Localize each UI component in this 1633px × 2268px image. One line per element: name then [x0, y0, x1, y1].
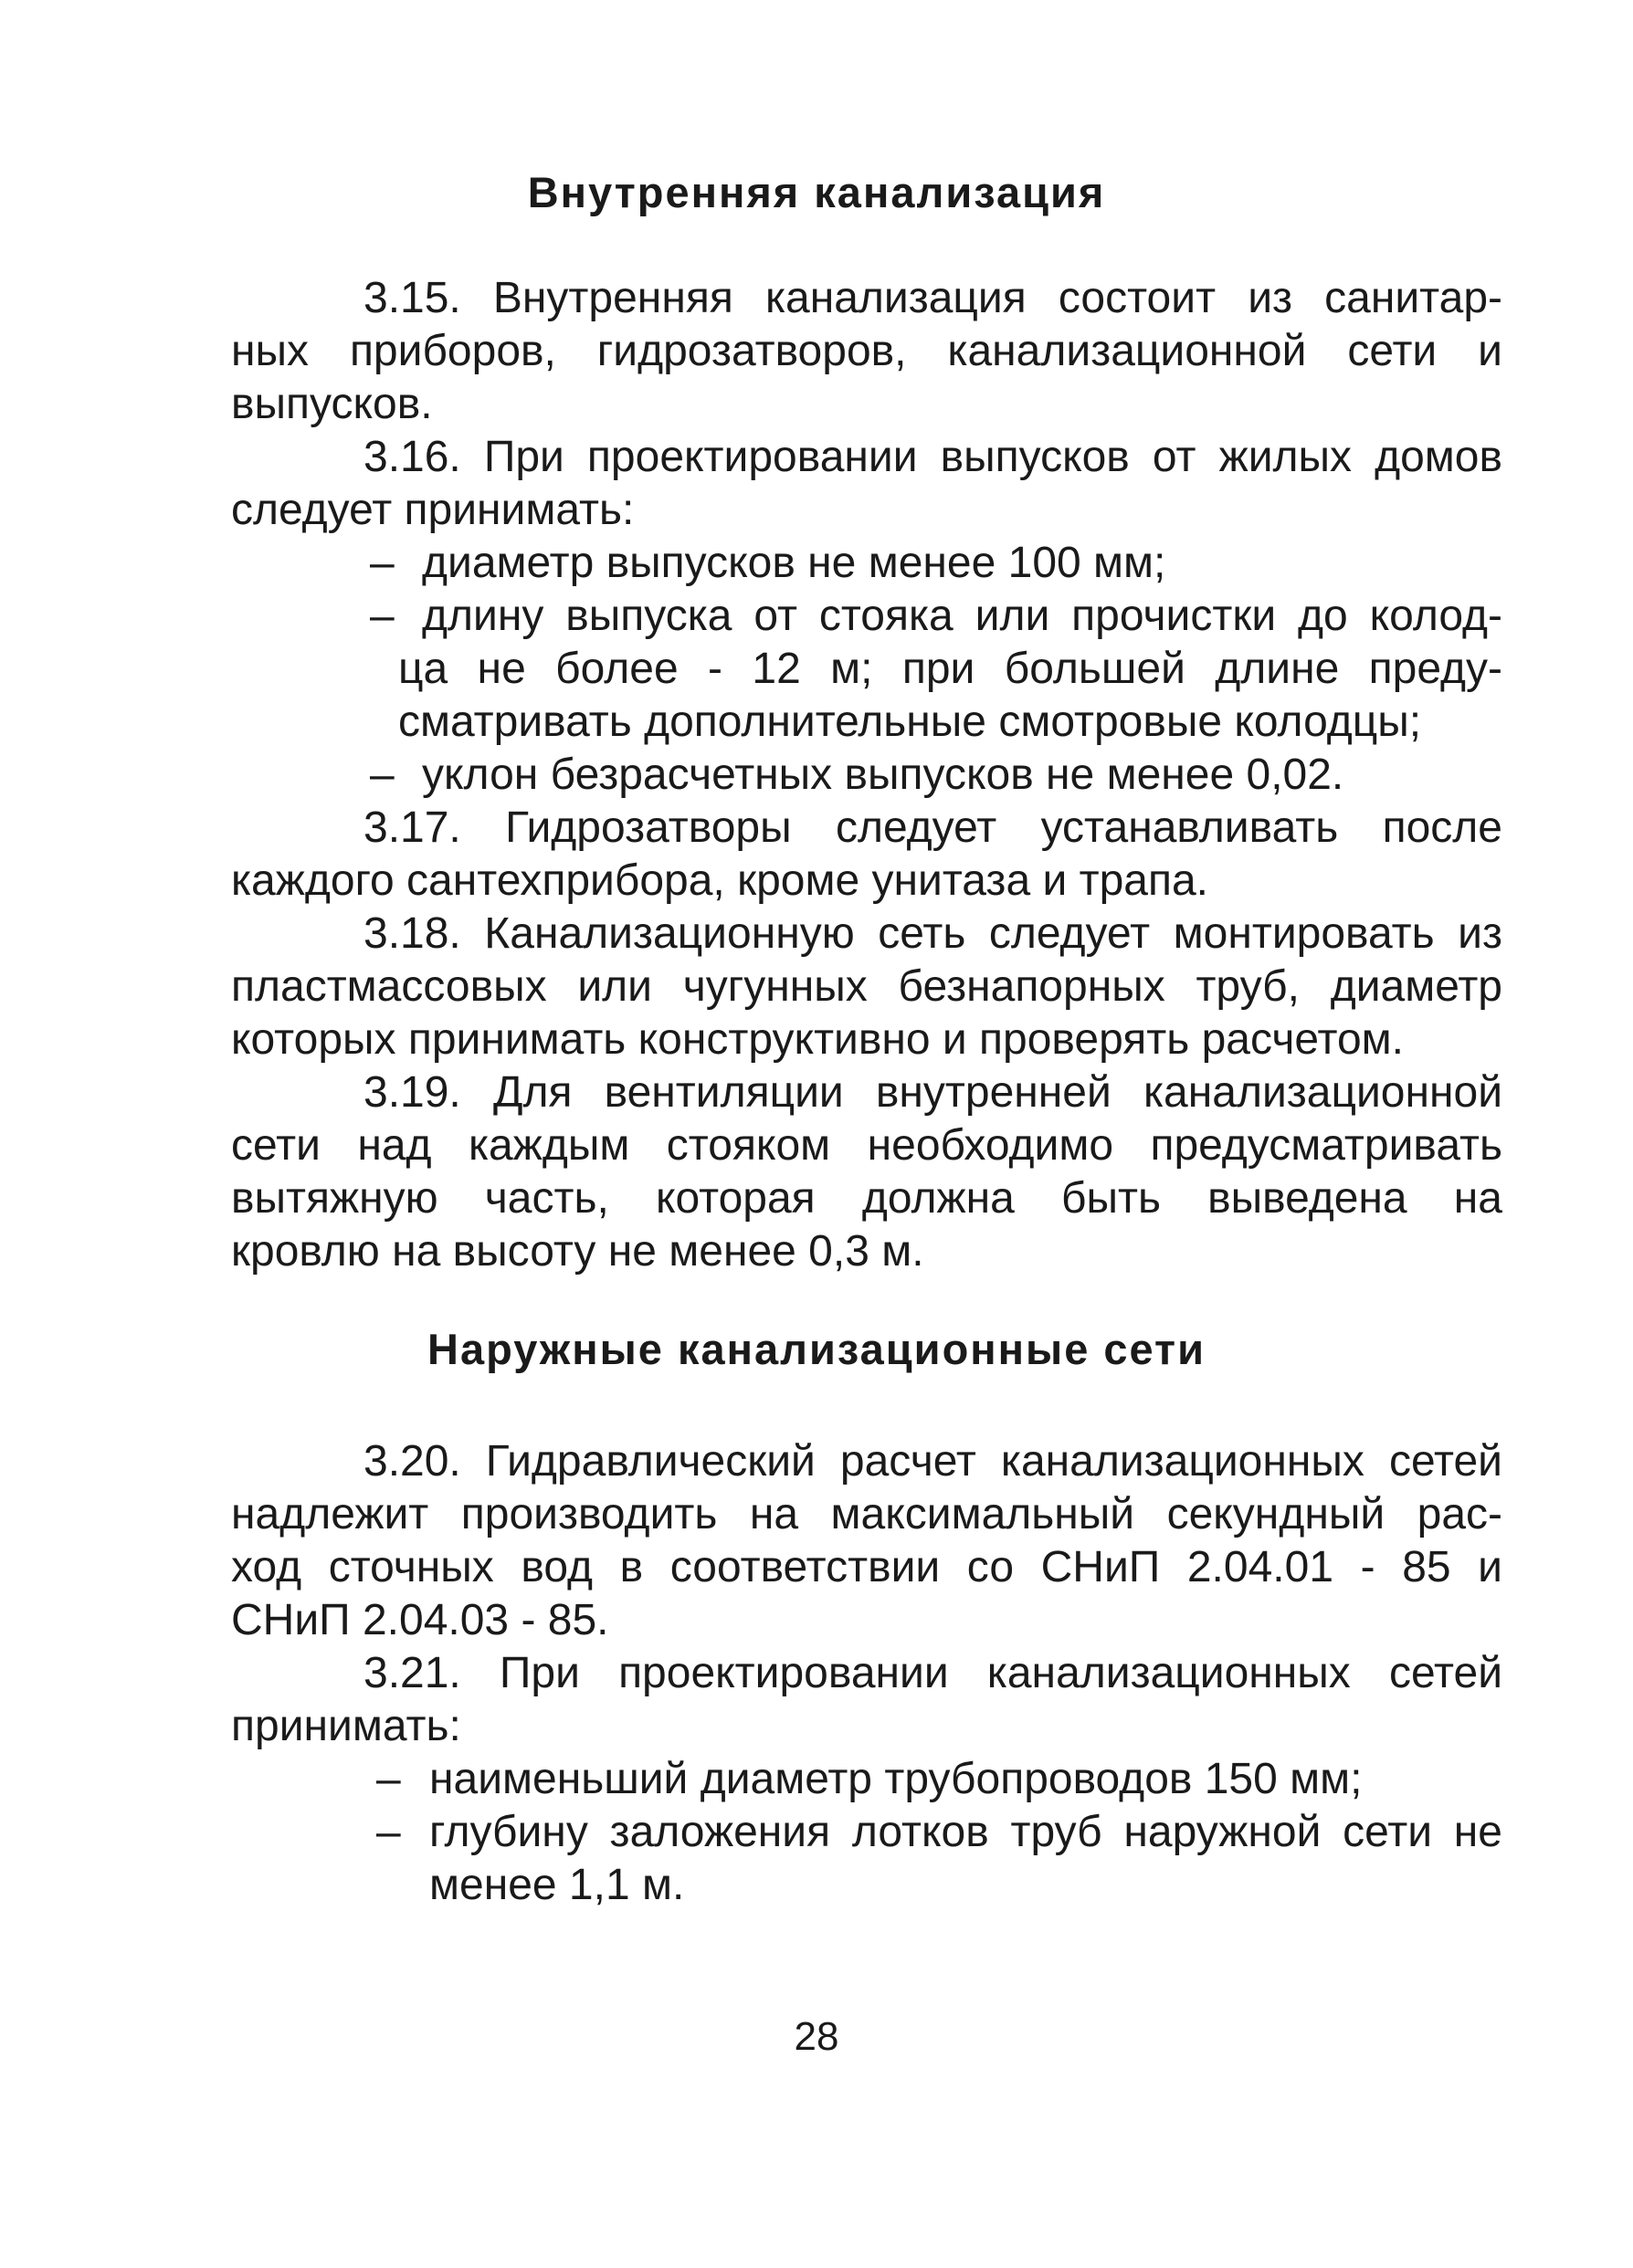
paragraph-3-18-line-1: 3.18. Канализационную сеть следует монтировать из: [363, 909, 1502, 958]
paragraph-3-16-bullet-2-line-2: ца не более - 12 м; при большей длине преду-: [398, 645, 1502, 693]
paragraph-3-20-line-2: надлежит производить на максимальный секундный рас-: [231, 1490, 1502, 1538]
paragraph-3-16-line-1: 3.16. При проектировании выпусков от жилых домов: [363, 433, 1502, 481]
paragraph-3-15-line-2: ных приборов, гидрозатворов, канализационной сети и: [231, 327, 1502, 375]
page-number: 28: [794, 2014, 839, 2059]
bullet-dash: –: [370, 592, 395, 640]
paragraph-3-19-line-3: вытяжную часть, которая должна быть выведена на: [231, 1174, 1502, 1223]
paragraph-3-21-bullet-1: наименьший диаметр трубопроводов 150 мм;: [429, 1755, 1363, 1803]
paragraph-3-16-bullet-1: диаметр выпусков не менее 100 мм;: [422, 539, 1166, 587]
bullet-dash: –: [370, 539, 395, 587]
paragraph-3-20-line-1: 3.20. Гидравлический расчет канализационных сетей: [363, 1437, 1502, 1486]
paragraph-3-21-bullet-2-line-1: глубину заложения лотков труб наружной сети не: [429, 1808, 1502, 1856]
paragraph-3-16-line-2: следует принимать:: [231, 486, 635, 534]
paragraph-3-20-line-3: ход сточных вод в соответствии со СНиП 2.04.01 - 85 и: [231, 1543, 1502, 1591]
bullet-dash: –: [370, 751, 395, 799]
bullet-dash: –: [376, 1755, 401, 1803]
paragraph-3-21-bullet-2-line-2: менее 1,1 м.: [429, 1861, 685, 1909]
paragraph-3-19-line-1: 3.19. Для вентиляции внутренней канализационной: [363, 1068, 1502, 1117]
section-heading-external-sewer-networks: Наружные канализационные сети: [427, 1325, 1206, 1373]
section-heading-internal-sewerage: Внутренняя канализация: [527, 168, 1106, 216]
paragraph-3-15-line-3: выпусков.: [231, 380, 433, 428]
paragraph-3-18-line-3: которых принимать конструктивно и проверять расчетом.: [231, 1015, 1404, 1064]
paragraph-3-16-bullet-3: уклон безрасчетных выпусков не менее 0,02.: [422, 751, 1344, 799]
paragraph-3-19-line-4: кровлю на высоту не менее 0,3 м.: [231, 1227, 924, 1276]
paragraph-3-21-line-2: принимать:: [231, 1702, 461, 1750]
paragraph-3-20-line-4: СНиП 2.04.03 - 85.: [231, 1596, 609, 1644]
bullet-dash: –: [376, 1808, 401, 1856]
paragraph-3-15-line-1: 3.15. Внутренняя канализация состоит из санитар-: [363, 274, 1502, 322]
paragraph-3-17-line-1: 3.17. Гидрозатворы следует устанавливать после: [363, 803, 1502, 852]
paragraph-3-16-bullet-2-line-3: сматривать дополнительные смотровые колодцы;: [398, 698, 1422, 746]
paragraph-3-21-line-1: 3.21. При проектировании канализационных сетей: [363, 1649, 1502, 1697]
paragraph-3-19-line-2: сети над каждым стояком необходимо предусматривать: [231, 1121, 1502, 1170]
paragraph-3-17-line-2: каждого сантехприбора, кроме унитаза и трапа.: [231, 856, 1209, 905]
paragraph-3-18-line-2: пластмассовых или чугунных безнапорных труб, диаметр: [231, 962, 1502, 1011]
paragraph-3-16-bullet-2-line-1: длину выпуска от стояка или прочистки до колод-: [422, 592, 1502, 640]
